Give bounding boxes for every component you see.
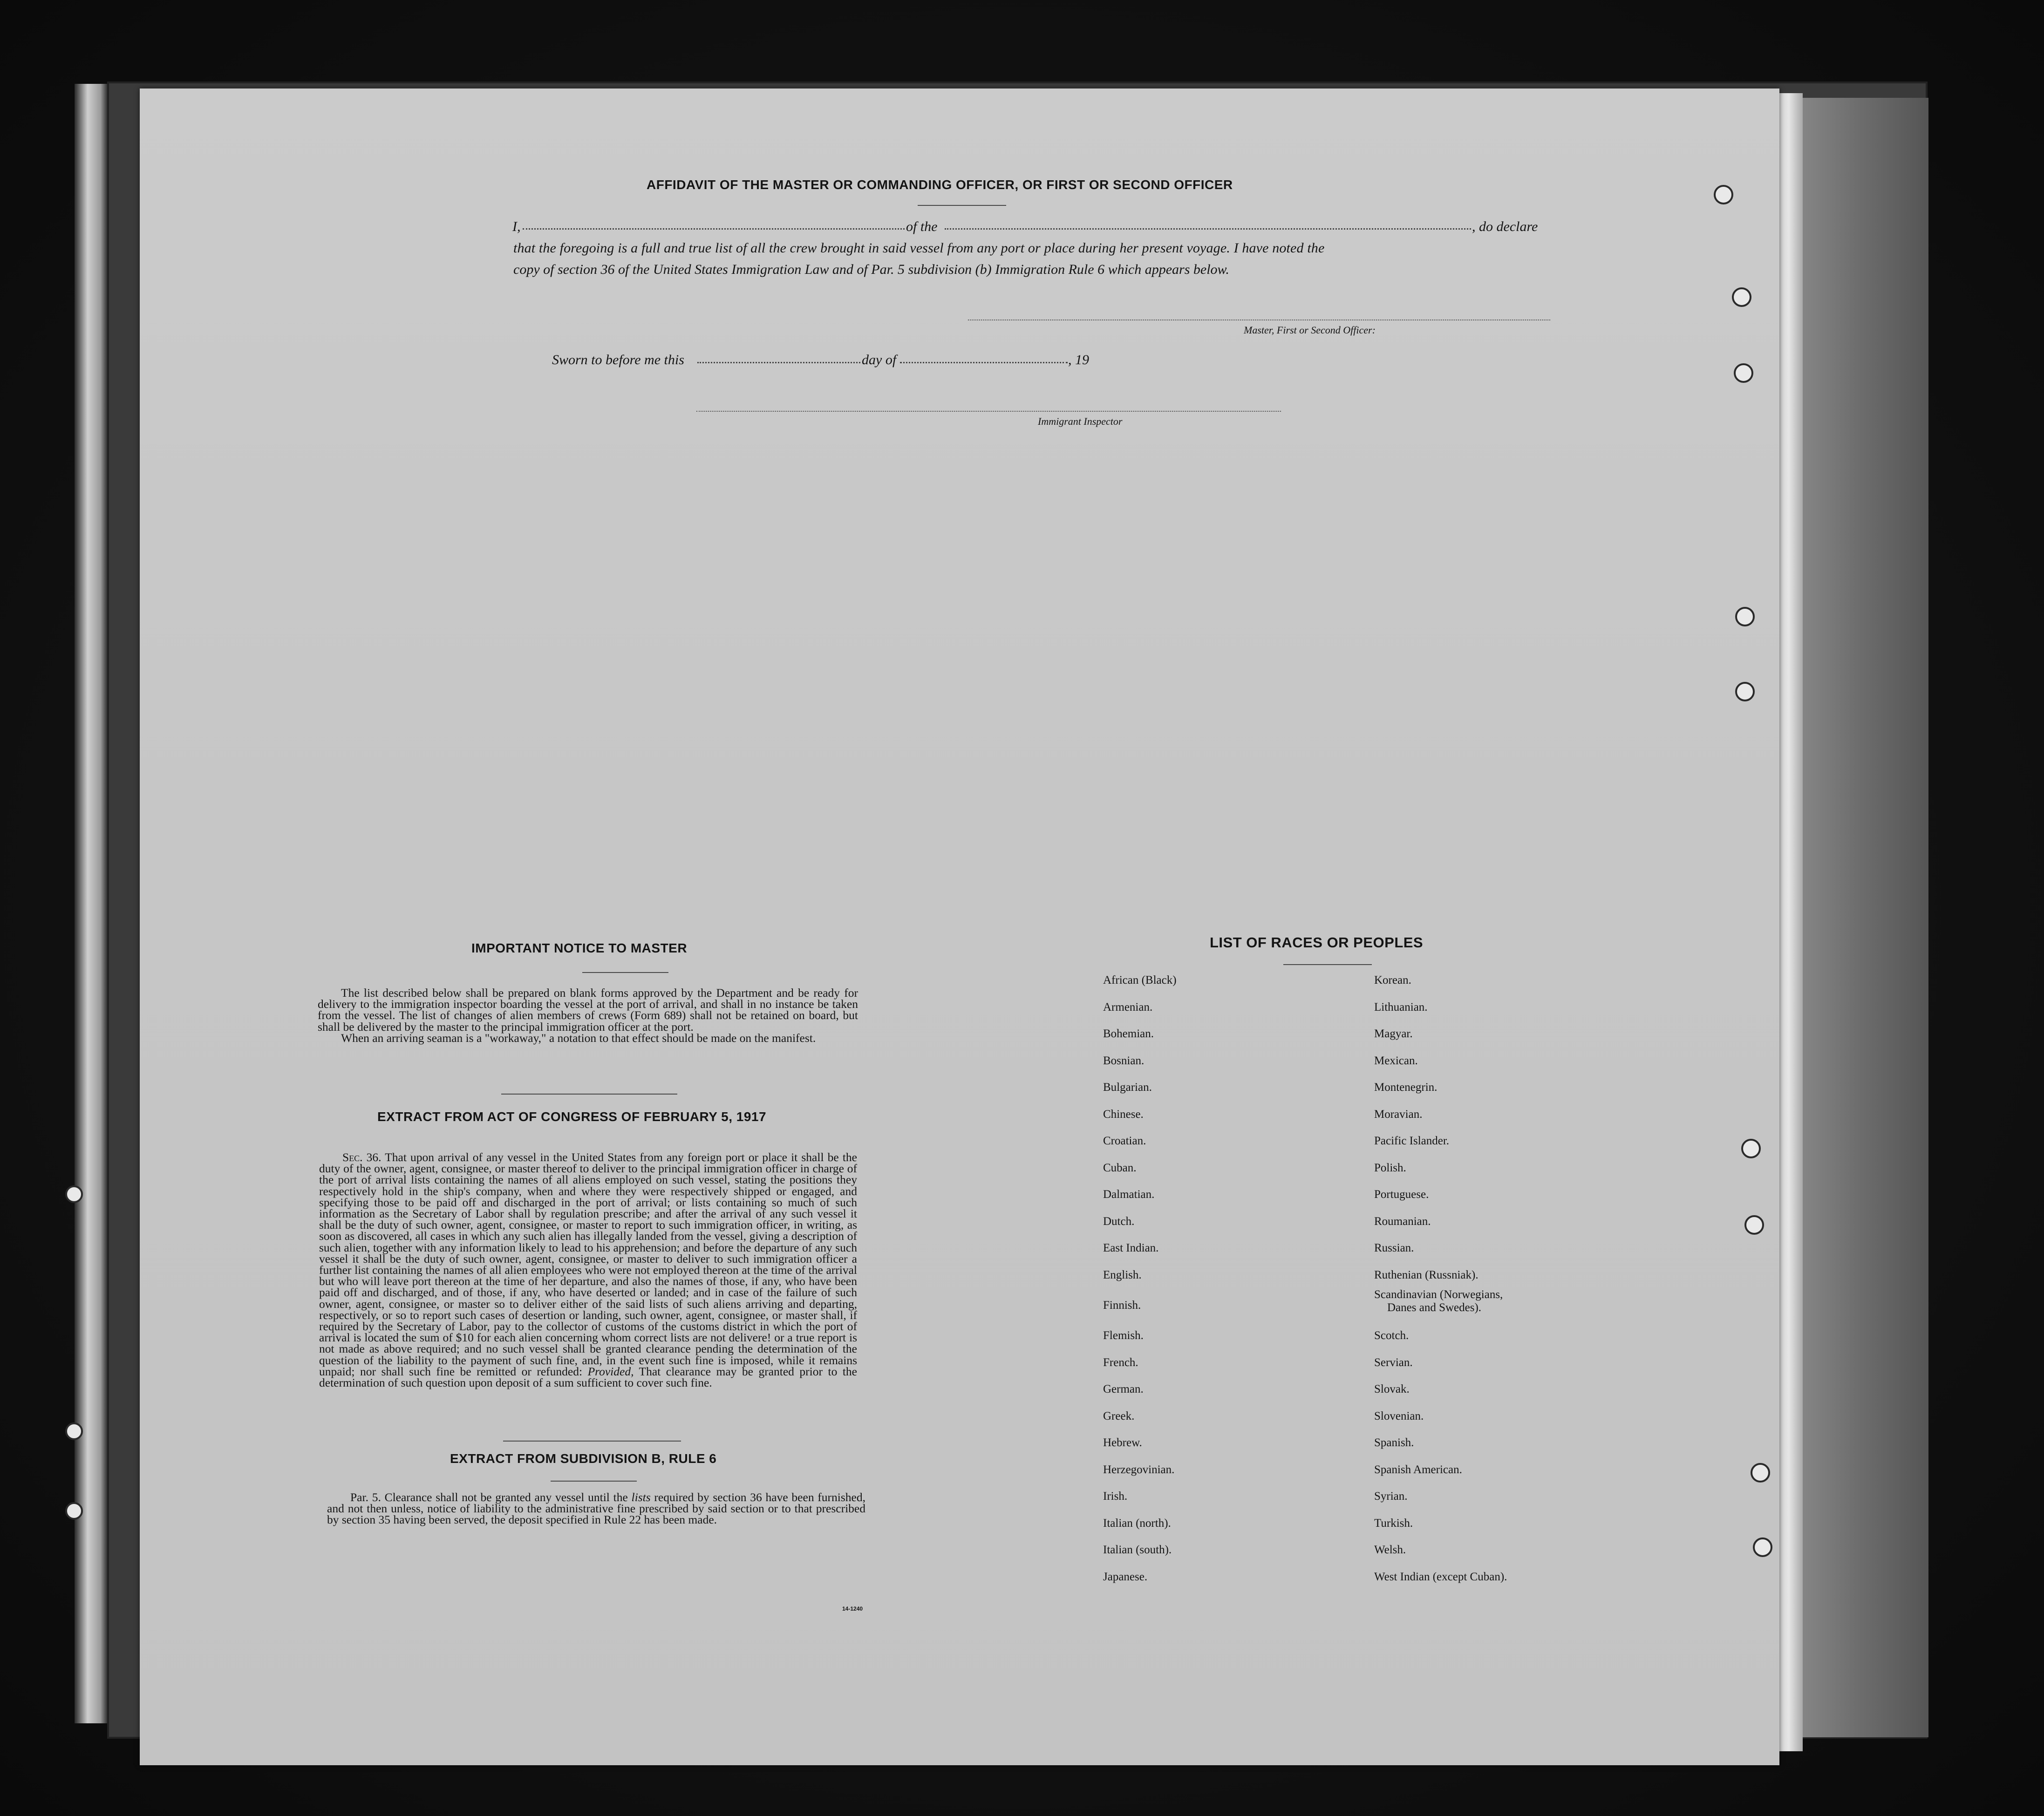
notice-paragraph-2: When an arriving seaman is a "workaway," a notation to that effect should be made on the manifest. xyxy=(341,1031,816,1045)
race-item: Korean. xyxy=(1374,974,1411,986)
punch-hole xyxy=(65,1185,83,1203)
race-item: Russian. xyxy=(1374,1242,1414,1254)
affidavit-of-the-label: of the xyxy=(906,219,938,234)
race-item: Herzegovinian. xyxy=(1103,1463,1175,1476)
notice-divider xyxy=(501,1094,677,1095)
race-item: German. xyxy=(1103,1383,1144,1395)
race-item: Bohemian. xyxy=(1103,1027,1154,1040)
inspector-signature-line[interactable] xyxy=(696,410,1281,412)
master-name-field[interactable] xyxy=(523,228,905,230)
rule-text-a: Par. 5. Clearance shall not be granted any vessel until the xyxy=(350,1490,628,1504)
provided-word: Provided, xyxy=(587,1364,634,1378)
act-text: That upon arrival of any vessel in the United States from any foreign port or place it shall be the duty of the owner, agent, consignee, or master thereof to deliver to the principal immigration officer in charge of the port of arrival lists containing the names of all aliens employed on such vessel, stating the positions they respectively hold in the ship's company, when and where they were respectively shipped or engaged, and specifying those to be paid off and discharged in the port of arrival; or lists containing so much of such information as the Secretary of Labor shall by regulation prescribe; and after the arrival of any such vessel it shall be the duty of such owner, agent, consignee, or master to report to such immigration officer, in writing, as soon as discovered, all cases in which any such alien has illegally landed from the vessel, giving a description of such alien, together with any information likely to lead to his apprehension; and before the departure of any such vessel it shall be the duty of such owner, agent, consignee, or master to deliver to such immigration officer a further list containing the names of all alien employees who were not employed thereon at the time of the arrival but who will leave port thereon at the time of her departure, and also the names of those, if any, who have been paid off and discharged, and of those, if any, who have deserted or landed; and in case of the failure of such owner, agent, consignee, or master so to deliver either of the said lists of such aliens arriving and departing, respectively, or so to report such cases of desertion or landing, such owner, agent, consignee, or master shall, if required by the Secretary of Labor, pay to the collector of customs of the customs district in which the port of arrival is located the sum of $10 for each alien concerning whom correct lists are not delivere! or a true report is not made as above required; and no such vessel shall be granted clearance pending the determination of the question of the liability to the payment of such fine, and, in the event such fine is imposed, while it remains unpaid; nor shall such fine be remitted or refunded: xyxy=(319,1150,857,1378)
punch-hole xyxy=(65,1422,83,1440)
race-item: Japanese. xyxy=(1103,1570,1148,1583)
punch-hole xyxy=(65,1502,83,1520)
punch-hole xyxy=(1751,1463,1770,1483)
race-item: Magyar. xyxy=(1374,1027,1413,1040)
race-item: Spanish American. xyxy=(1374,1463,1462,1476)
race-item: West Indian (except Cuban). xyxy=(1374,1570,1507,1583)
races-title-rule xyxy=(1283,964,1372,965)
rule-extract-title: EXTRACT FROM SUBDIVISION B, RULE 6 xyxy=(450,1451,717,1466)
master-signature-label: Master, First or Second Officer: xyxy=(1244,324,1376,336)
race-item: Scotch. xyxy=(1374,1329,1409,1342)
race-item: Dalmatian. xyxy=(1103,1188,1155,1201)
affidavit-title-rule xyxy=(918,205,1006,206)
race-item: Chinese. xyxy=(1103,1108,1144,1121)
affidavit-line-2: that the foregoing is a full and true list of all the crew brought in said vessel from any port or place during her present voyage. I have noted the xyxy=(513,240,1325,256)
act-extract-divider xyxy=(503,1441,681,1442)
race-item: French. xyxy=(1103,1356,1138,1369)
race-item: Finnish. xyxy=(1103,1299,1141,1312)
left-page-edge xyxy=(75,84,107,1723)
race-item: Slovenian. xyxy=(1374,1409,1424,1422)
race-item: Montenegrin. xyxy=(1374,1081,1438,1094)
act-extract-title: EXTRACT FROM ACT OF CONGRESS OF FEBRUARY 5, 1917 xyxy=(377,1109,767,1124)
race-item: English. xyxy=(1103,1268,1142,1281)
right-backing-sheet xyxy=(1784,98,1928,1737)
race-item: Syrian. xyxy=(1374,1490,1408,1503)
race-item: Scandinavian (Norwegians, xyxy=(1374,1288,1503,1301)
race-item: Bosnian. xyxy=(1103,1054,1145,1067)
sworn-day-of-label: day of xyxy=(862,352,897,367)
race-item: Italian (south). xyxy=(1103,1544,1172,1556)
race-item: Dutch. xyxy=(1103,1215,1135,1228)
race-item: Cuban. xyxy=(1103,1161,1137,1174)
race-item: Bulgarian. xyxy=(1103,1081,1152,1094)
race-item: Hebrew. xyxy=(1103,1436,1142,1449)
punch-hole xyxy=(1735,682,1755,701)
race-item: Polish. xyxy=(1374,1161,1406,1174)
rule-extract-title-rule xyxy=(551,1481,637,1482)
sworn-day-field[interactable] xyxy=(697,362,860,363)
race-item: Italian (north). xyxy=(1103,1517,1171,1530)
act-extract-body xyxy=(319,1152,857,1388)
vessel-name-field[interactable] xyxy=(945,228,1471,230)
race-item: Pacific Islander. xyxy=(1374,1135,1450,1147)
notice-paragraph-1: The list described below shall be prepared on blank forms approved by the Department and be ready for delivery to the immigration inspector boarding the vessel at the port of arrival, and shall in no instance be taken from the vessel. The list of changes of alien members of crews (Form 689) shall not be retained on board, but shall be delivered by the master to the principal immigration officer at the port. xyxy=(318,986,858,1034)
master-signature-line[interactable] xyxy=(968,319,1550,320)
affidavit-line-3: copy of section 36 of the United States Immigration Law and of Par. 5 subdivision (b) Immigration Rule 6 which appears below. xyxy=(513,262,1229,277)
race-item: Armenian. xyxy=(1103,1000,1153,1013)
race-item: Greek. xyxy=(1103,1409,1135,1422)
race-item: East Indian. xyxy=(1103,1242,1159,1254)
race-item: Portuguese. xyxy=(1374,1188,1429,1201)
affidavit-title: AFFIDAVIT OF THE MASTER OR COMMANDING OFFICER, OR FIRST OR SECOND OFFICER xyxy=(647,177,1233,192)
punch-hole xyxy=(1732,287,1751,307)
rule-extract-body xyxy=(327,1492,865,1526)
race-item: Roumanian. xyxy=(1374,1215,1431,1228)
race-item: Slovak. xyxy=(1374,1383,1410,1395)
race-item: Welsh. xyxy=(1374,1544,1406,1556)
sworn-year-label: , 19 xyxy=(1068,352,1089,367)
race-item: Irish. xyxy=(1103,1490,1128,1503)
punch-hole xyxy=(1734,363,1753,383)
sworn-prefix: Sworn to before me this xyxy=(552,352,684,367)
lists-word: lists xyxy=(631,1490,651,1504)
affidavit-declare-label: , do declare xyxy=(1472,219,1538,234)
races-right-column xyxy=(1374,967,1507,1590)
sworn-month-field[interactable] xyxy=(900,362,1068,363)
races-left-column xyxy=(1103,967,1177,1590)
punch-hole xyxy=(1741,1139,1761,1158)
race-item: Croatian. xyxy=(1103,1135,1146,1147)
manifest-page xyxy=(140,88,1779,1765)
sec-label: Sec. 36. xyxy=(342,1150,382,1164)
race-item: Flemish. xyxy=(1103,1329,1144,1342)
form-number: 14-1240 xyxy=(842,1605,863,1612)
punch-hole xyxy=(1735,607,1755,626)
race-item-scandinavian xyxy=(1374,1288,1507,1322)
notice-title: IMPORTANT NOTICE TO MASTER xyxy=(471,941,688,955)
affidavit-i-label: I, xyxy=(512,219,521,234)
act-text-end: That clearance may be granted prior to the determination of such question upon deposit of a sum sufficient to cover such fine. xyxy=(319,1364,857,1390)
punch-hole xyxy=(1753,1537,1772,1557)
race-item: Moravian. xyxy=(1374,1108,1423,1121)
notice-body xyxy=(318,987,858,1044)
races-title: LIST OF RACES OR PEOPLES xyxy=(1210,934,1424,951)
race-item: Mexican. xyxy=(1374,1054,1418,1067)
race-item-continuation: Danes and Swedes). xyxy=(1387,1301,1482,1314)
inspector-label: Immigrant Inspector xyxy=(1038,415,1123,427)
race-item: African (Black) xyxy=(1103,974,1177,986)
race-item: Ruthenian (Russniak). xyxy=(1374,1268,1478,1281)
race-item: Lithuanian. xyxy=(1374,1000,1428,1013)
race-item: Servian. xyxy=(1374,1356,1413,1369)
notice-title-rule xyxy=(582,972,668,973)
race-item: Spanish. xyxy=(1374,1436,1414,1449)
rule-text-b: required by section 36 have been furnished, and not then unless, notice of liability to the administrative fine prescribed by said section or to that prescribed by section 35 having been served, the deposit specified in Rule 22 has been made. xyxy=(327,1490,865,1527)
punch-hole xyxy=(1744,1215,1764,1235)
punch-hole xyxy=(1714,185,1733,204)
race-item: Turkish. xyxy=(1374,1517,1413,1530)
